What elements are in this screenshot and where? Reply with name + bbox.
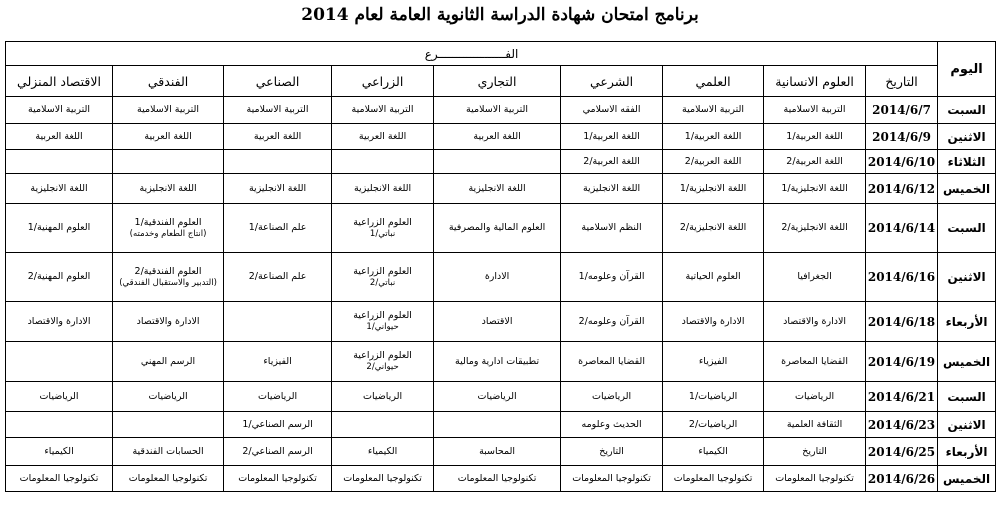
table-row xyxy=(6,253,996,302)
table-row xyxy=(6,438,996,466)
day-cell: الثلاثاء xyxy=(938,150,996,174)
subject-label: العلوم الزراعية xyxy=(353,265,412,277)
subject-cell xyxy=(764,150,866,174)
subject-label: الحسابات الفندقية xyxy=(132,445,204,457)
subject-label: العلوم الزراعية xyxy=(353,350,412,361)
header-branch-5: الصناعي xyxy=(224,66,332,97)
subject-cell xyxy=(224,204,332,253)
header-branch-4: الزراعي xyxy=(332,66,434,97)
subject-cell xyxy=(764,124,866,150)
subject-cell xyxy=(113,382,224,412)
subject-cell xyxy=(6,302,113,342)
subject-cell xyxy=(434,302,561,342)
exam-schedule-table xyxy=(5,41,996,492)
header-branch-0: العلوم الانسانية xyxy=(764,66,866,97)
subject-cell xyxy=(113,302,224,342)
header-branches: الفـــــــــــــــــــرع xyxy=(6,42,938,66)
subject-label: اللغة الانجليزية/1 xyxy=(781,182,848,194)
subject-cell xyxy=(113,412,224,438)
header-branch-6: الفندقي xyxy=(113,66,224,97)
subject-label: علم الصناعة/1 xyxy=(248,222,307,233)
subject-cell xyxy=(332,124,434,150)
subject-label: التربية الاسلامية xyxy=(351,104,414,115)
subject-cell xyxy=(663,124,764,150)
subject-cell xyxy=(113,253,224,302)
subject-label: الادارة والاقتصاد xyxy=(681,315,745,327)
subject-cell xyxy=(434,204,561,253)
subject-label: العلوم المهنية/2 xyxy=(27,271,91,282)
date-cell: 2014/6/10 xyxy=(866,150,938,174)
subject-cell xyxy=(764,302,866,342)
subject-cell xyxy=(113,342,224,382)
subject-label: النظم الاسلامية xyxy=(581,222,642,233)
subject-cell xyxy=(6,204,113,253)
subject-label: تكنولوجيا المعلومات xyxy=(775,472,854,484)
subject-cell xyxy=(561,150,663,174)
subject-cell xyxy=(434,174,561,204)
subject-cell xyxy=(663,204,764,253)
subject-cell xyxy=(434,382,561,412)
subject-cell xyxy=(113,204,224,253)
date-cell: 2014/6/16 xyxy=(866,253,938,302)
subject-label: التربية الاسلامية xyxy=(466,104,529,115)
table-row xyxy=(6,342,996,382)
subject-label: تكنولوجيا المعلومات xyxy=(343,472,422,484)
subject-label: اللغة الانجليزية xyxy=(139,182,197,194)
subject-cell xyxy=(434,466,561,492)
subject-cell xyxy=(561,253,663,302)
subject-cell xyxy=(224,412,332,438)
subject-cell xyxy=(6,382,113,412)
subject-label: العلوم الزراعية xyxy=(353,216,412,228)
subject-label: التربية الاسلامية xyxy=(783,104,846,115)
subject-label: العلوم المهنية/1 xyxy=(27,222,91,233)
subject-cell xyxy=(113,124,224,150)
subject-cell xyxy=(6,174,113,204)
subject-cell xyxy=(332,204,434,253)
subject-cell xyxy=(663,466,764,492)
subject-cell xyxy=(434,253,561,302)
subject-cell xyxy=(561,204,663,253)
subject-label: اللغة الانجليزية xyxy=(468,182,526,194)
table-row xyxy=(6,302,996,342)
subject-label: الرياضيات xyxy=(592,390,632,402)
subject-cell xyxy=(113,97,224,124)
table-row xyxy=(6,382,996,412)
subject-cell xyxy=(224,253,332,302)
subject-cell xyxy=(764,174,866,204)
subject-cell xyxy=(113,438,224,466)
subject-label: الفيزياء xyxy=(698,355,728,367)
subject-label: الرسم المهني xyxy=(140,355,196,367)
subject-label: اللغة العربية/2 xyxy=(786,155,843,167)
subject-label: اللغة الانجليزية xyxy=(582,182,641,194)
subject-label: القرآن وعلومه/1 xyxy=(578,271,645,282)
day-cell: السبت xyxy=(938,204,996,253)
subject-label: تكنولوجيا المعلومات xyxy=(673,472,753,484)
subject-label: اللغة الانجليزية xyxy=(353,182,412,194)
subject-cell xyxy=(561,466,663,492)
subject-label: الرسم الصناعي/1 xyxy=(242,418,313,430)
subject-label: الادارة xyxy=(484,271,510,282)
subject-cell xyxy=(561,438,663,466)
date-cell: 2014/6/23 xyxy=(866,412,938,438)
subject-cell xyxy=(764,412,866,438)
date-cell: 2014/6/9 xyxy=(866,124,938,150)
subject-label: الرياضيات/2 xyxy=(688,418,738,430)
subject-label: اللغة العربية xyxy=(358,130,407,142)
day-cell: الخميس xyxy=(938,466,996,492)
header-date: التاريخ xyxy=(866,66,938,97)
subject-sublabel: حيواني/2 xyxy=(366,362,399,372)
subject-label: الادارة والاقتصاد xyxy=(136,315,200,327)
subject-sublabel: نباتي/1 xyxy=(369,228,396,239)
subject-label: العلوم الزراعية xyxy=(353,310,412,321)
subject-label: القضايا المعاصرة xyxy=(781,355,848,367)
subject-cell xyxy=(663,382,764,412)
subject-cell xyxy=(113,174,224,204)
header-branch-1: العلمي xyxy=(663,66,764,97)
day-cell: الأربعاء xyxy=(938,302,996,342)
table-row xyxy=(6,412,996,438)
subject-cell xyxy=(434,97,561,124)
subject-cell xyxy=(663,150,764,174)
table-row xyxy=(6,124,996,150)
day-cell: الاثنين xyxy=(938,412,996,438)
date-cell: 2014/6/21 xyxy=(866,382,938,412)
subject-cell xyxy=(663,174,764,204)
subject-cell xyxy=(434,124,561,150)
subject-label: الكيمياء xyxy=(367,445,398,457)
subject-label: الفيزياء xyxy=(263,355,292,367)
subject-label: العلوم الفندقية/1 xyxy=(134,216,202,228)
subject-cell xyxy=(6,412,113,438)
day-cell: السبت xyxy=(938,382,996,412)
subject-label: القضايا المعاصرة xyxy=(578,355,645,367)
subject-cell xyxy=(561,174,663,204)
subject-label: اللغة الانجليزية/1 xyxy=(679,182,747,194)
subject-label: اللغة الانجليزية/2 xyxy=(781,222,848,233)
subject-cell xyxy=(663,342,764,382)
subject-cell xyxy=(332,174,434,204)
subject-label: اللغة العربية xyxy=(473,130,521,142)
subject-label: الكيمياء xyxy=(44,445,74,457)
subject-label: الحديث وعلومه xyxy=(581,418,642,430)
subject-cell xyxy=(663,412,764,438)
subject-label: الكيمياء xyxy=(698,445,728,457)
subject-label: الادارة والاقتصاد xyxy=(27,315,91,327)
subject-label: الادارة والاقتصاد xyxy=(783,315,847,327)
subject-label: التربية الاسلامية xyxy=(137,104,200,115)
subject-cell xyxy=(434,150,561,174)
subject-cell xyxy=(332,97,434,124)
subject-cell xyxy=(561,97,663,124)
subject-cell xyxy=(224,382,332,412)
day-cell: الخميس xyxy=(938,342,996,382)
subject-sublabel: (انتاج الطعام وخدمته) xyxy=(129,228,207,239)
subject-label: تكنولوجيا المعلومات xyxy=(19,472,99,484)
table-row xyxy=(6,174,996,204)
subject-label: تكنولوجيا المعلومات xyxy=(128,472,208,484)
day-cell: السبت xyxy=(938,97,996,124)
subject-cell xyxy=(113,150,224,174)
subject-cell xyxy=(332,342,434,382)
subject-cell xyxy=(663,438,764,466)
subject-cell xyxy=(113,466,224,492)
subject-cell xyxy=(764,382,866,412)
subject-sublabel: نباتي/2 xyxy=(369,277,396,288)
subject-label: الرياضيات xyxy=(258,390,298,402)
date-cell: 2014/6/25 xyxy=(866,438,938,466)
subject-label: اللغة العربية xyxy=(253,130,302,142)
day-cell: الأربعاء xyxy=(938,438,996,466)
subject-label: اللغة العربية/2 xyxy=(583,155,640,167)
table-row xyxy=(6,466,996,492)
subject-cell xyxy=(561,382,663,412)
subject-label: التربية الاسلامية xyxy=(246,104,309,115)
subject-sublabel: (التدبير والاستقبال الفندقي) xyxy=(119,277,217,288)
subject-label: تكنولوجيا المعلومات xyxy=(238,472,317,484)
subject-cell xyxy=(561,302,663,342)
subject-cell xyxy=(6,150,113,174)
subject-label: الرياضيات xyxy=(39,390,79,402)
page-title: برنامج امتحان شهادة الدراسة الثانوية العامة لعام 2014 xyxy=(301,5,699,25)
date-cell: 2014/6/26 xyxy=(866,466,938,492)
subject-label: الرياضيات xyxy=(477,390,517,402)
date-cell: 2014/6/14 xyxy=(866,204,938,253)
subject-label: علم الصناعة/2 xyxy=(248,271,307,282)
subject-label: اللغة الانجليزية/2 xyxy=(679,222,747,233)
subject-cell xyxy=(561,342,663,382)
subject-cell xyxy=(764,253,866,302)
subject-label: المحاسبة xyxy=(479,445,516,457)
subject-cell xyxy=(332,150,434,174)
subject-label: اللغة العربية/2 xyxy=(684,155,742,167)
subject-cell xyxy=(6,438,113,466)
subject-label: العلوم المالية والمصرفية xyxy=(448,222,546,233)
subject-label: تكنولوجيا المعلومات xyxy=(572,472,651,484)
subject-label: الاقتصاد xyxy=(481,315,513,327)
subject-cell xyxy=(224,342,332,382)
subject-cell xyxy=(6,342,113,382)
date-cell: 2014/6/12 xyxy=(866,174,938,204)
subject-label: تكنولوجيا المعلومات xyxy=(457,472,537,484)
subject-cell xyxy=(332,253,434,302)
subject-label: القرآن وعلومه/2 xyxy=(578,315,645,327)
subject-cell xyxy=(6,124,113,150)
subject-label: التاريخ xyxy=(599,445,624,457)
subject-label: اللغة الانجليزية xyxy=(30,182,88,194)
day-cell: الاثنين xyxy=(938,253,996,302)
day-cell: الاثنين xyxy=(938,124,996,150)
date-cell: 2014/6/18 xyxy=(866,302,938,342)
subject-cell xyxy=(764,466,866,492)
header-branch-2: الشرعي xyxy=(561,66,663,97)
subject-cell xyxy=(561,412,663,438)
subject-cell xyxy=(224,302,332,342)
table-row xyxy=(6,150,996,174)
subject-label: التاريخ xyxy=(802,445,827,457)
subject-cell xyxy=(663,302,764,342)
subject-label: الرياضيات xyxy=(795,390,835,402)
subject-cell xyxy=(224,466,332,492)
subject-label: اللغة العربية/1 xyxy=(684,130,742,142)
subject-cell xyxy=(224,97,332,124)
subject-label: العلوم الفندقية/2 xyxy=(134,265,202,277)
subject-label: اللغة العربية xyxy=(144,130,192,142)
subject-label: اللغة العربية xyxy=(35,130,83,142)
subject-label: الثقافة العلمية xyxy=(786,418,843,430)
subject-cell xyxy=(434,438,561,466)
subject-label: اللغة العربية/1 xyxy=(786,130,843,142)
subject-label: العلوم الحياتية xyxy=(685,271,741,282)
subject-label: الفقه الاسلامي xyxy=(582,104,641,115)
subject-cell xyxy=(332,438,434,466)
subject-cell xyxy=(224,438,332,466)
subject-cell xyxy=(764,97,866,124)
subject-label: اللغة العربية/1 xyxy=(583,130,640,142)
subject-label: الرياضيات xyxy=(148,390,188,402)
header-branch-3: التجاري xyxy=(434,66,561,97)
subject-cell xyxy=(561,124,663,150)
subject-cell xyxy=(6,253,113,302)
subject-cell xyxy=(332,466,434,492)
subject-cell xyxy=(6,466,113,492)
subject-cell xyxy=(764,438,866,466)
subject-cell xyxy=(434,342,561,382)
date-cell: 2014/6/7 xyxy=(866,97,938,124)
subject-cell xyxy=(224,174,332,204)
subject-cell xyxy=(332,412,434,438)
subject-label: تطبيقات ادارية ومالية xyxy=(455,355,540,367)
subject-label: الرياضيات/1 xyxy=(688,390,738,402)
table-row xyxy=(6,97,996,124)
subject-label: الرسم الصناعي/2 xyxy=(242,445,313,457)
table-row xyxy=(6,204,996,253)
subject-cell xyxy=(663,253,764,302)
subject-label: التربية الاسلامية xyxy=(682,104,745,115)
subject-label: التربية الاسلامية xyxy=(28,104,91,115)
subject-cell xyxy=(224,124,332,150)
subject-cell xyxy=(663,97,764,124)
subject-cell xyxy=(224,150,332,174)
header-branch-7: الاقتصاد المنزلي xyxy=(6,66,113,97)
subject-label: الجغرافيا xyxy=(797,271,832,282)
date-cell: 2014/6/19 xyxy=(866,342,938,382)
day-cell: الخميس xyxy=(938,174,996,204)
subject-label: الرياضيات xyxy=(363,390,403,402)
subject-cell xyxy=(764,204,866,253)
subject-sublabel: حيواني/1 xyxy=(366,322,399,332)
subject-cell xyxy=(332,382,434,412)
subject-cell xyxy=(764,342,866,382)
subject-cell xyxy=(434,412,561,438)
subject-label: اللغة الانجليزية xyxy=(248,182,307,194)
header-day: اليوم xyxy=(938,42,996,97)
subject-cell xyxy=(6,97,113,124)
subject-cell xyxy=(332,302,434,342)
